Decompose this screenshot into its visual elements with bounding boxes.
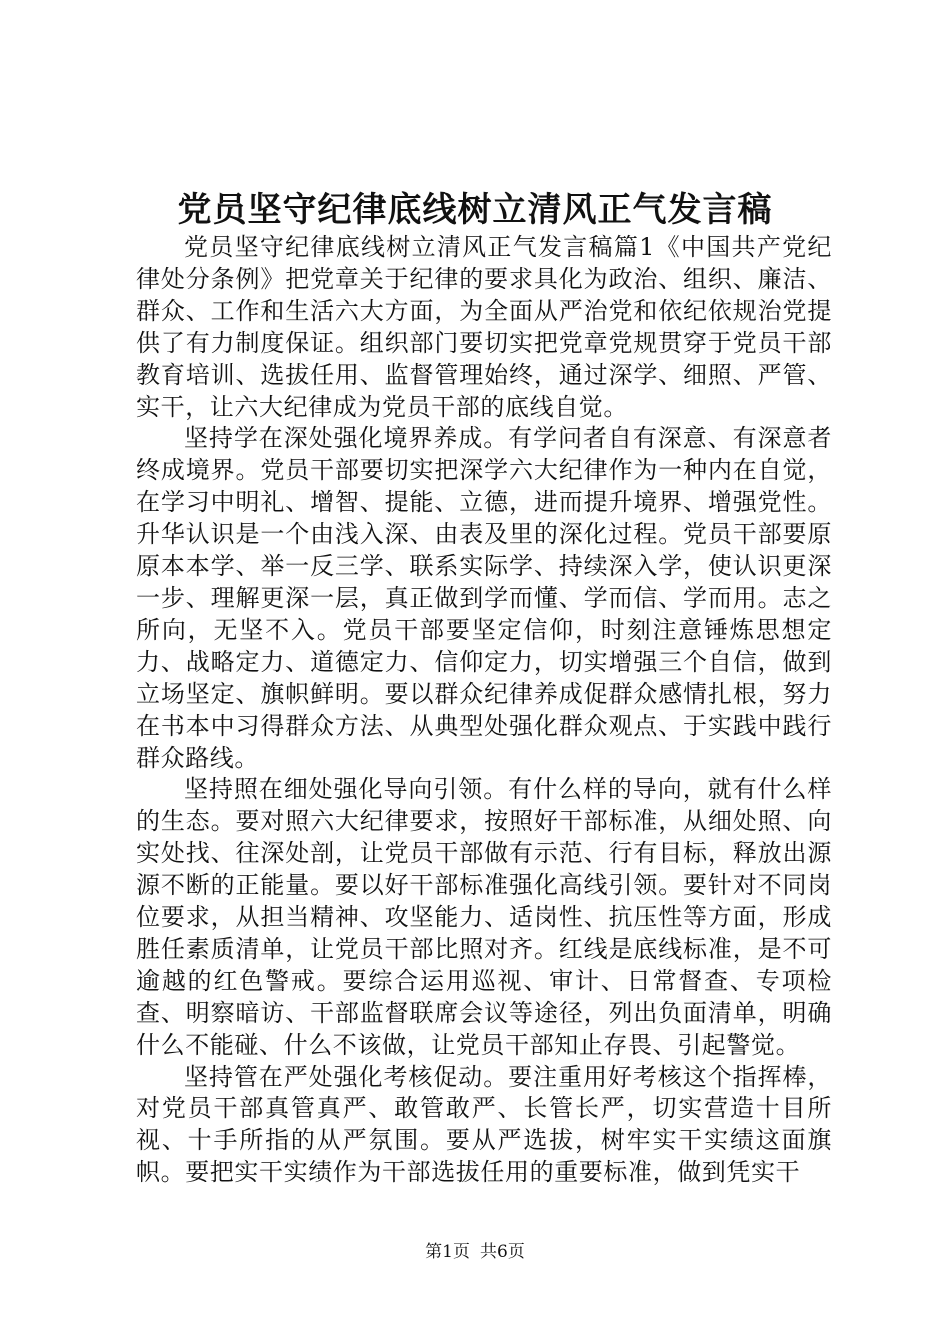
page-number: 第1页	[425, 1242, 470, 1262]
page-footer	[0, 1240, 950, 1264]
page-title: 党员坚守纪律底线树立清风正气发言稿	[177, 190, 773, 230]
paragraph: 党员坚守纪律底线树立清风正气发言稿篇1《中国共产党纪律处分条例》把党章关于纪律的要求具化为政治、组织、廉洁、群众、工作和生活六大方面，为全面从严治党和依纪依规治党提供了有力制度保证。组织部门要切实把党章党规贯穿于党员干部教育培训、选拔任用、监督管理始终，通过深学、细照、严管、实干，让六大纪律成为党员干部的底线自觉。	[136, 233, 832, 421]
paragraph: 坚持管在严处强化考核促动。要注重用好考核这个指挥棒，对党员干部真管真严、敢管敢严、长管长严，切实营造十目所视、十手所指的从严氛围。要从严选拔，树牢实干实绩这面旗帜。要把实干实绩作为干部选拔任用的重要标准，做到凭实干	[136, 1062, 832, 1187]
paragraph: 坚持照在细处强化导向引领。有什么样的导向，就有什么样的生态。要对照六大纪律要求，按照好干部标准，从细处照、向实处找、往深处剖，让党员干部做有示范、行有目标，释放出源源不断的正能量。要以好干部标准强化高线引领。要针对不同岗位要求，从担当精神、攻坚能力、适岗性、抗压性等方面，形成胜任素质清单，让党员干部比照对齐。红线是底线标准，是不可逾越的红色警戒。要综合运用巡视、审计、日常督查、专项检查、明察暗访、干部监督联席会议等途径，列出负面清单，明确什么不能碰、什么不该做，让党员干部知止存畏、引起警觉。	[136, 775, 832, 1059]
page-count: 共6页	[480, 1242, 525, 1262]
document-body	[136, 232, 832, 1189]
paragraph: 坚持学在深处强化境界养成。有学问者自有深意、有深意者终成境界。党员干部要切实把深学六大纪律作为一种内在自觉，在学习中明礼、增智、提能、立德，进而提升境界、增强党性。升华认识是一个由浅入深、由表及里的深化过程。党员干部要原原本本学、举一反三学、联系实际学、持续深入学，使认识更深一步、理解更深一层，真正做到学而懂、学而信、学而用。志之所向，无坚不入。党员干部要坚定信仰，时刻注意锤炼思想定力、战略定力、道德定力、信仰定力，切实增强三个自信，做到立场坚定、旗帜鲜明。要以群众纪律养成促群众感情扎根，努力在书本中习得群众方法、从典型处强化群众观点、于实践中践行群众路线。	[136, 424, 832, 772]
